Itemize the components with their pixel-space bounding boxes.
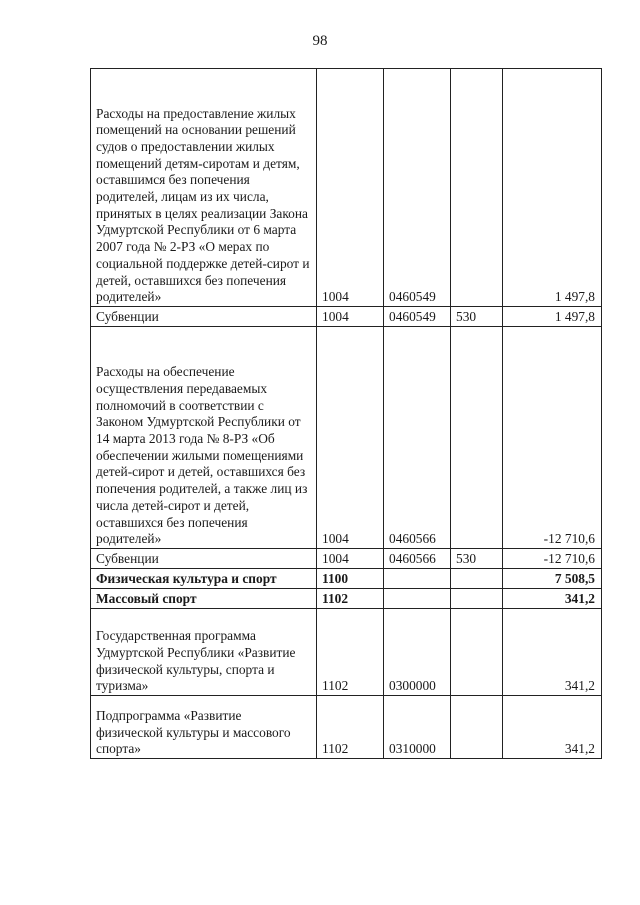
row-name: Расходы на предоставление жилых помещений на основании решений судов о предоставлении жилых помещений детям-сиротам и детям, оставшимся без попечения родителей, лицам из их числа, принятых в целях реализации Закона Удмуртской Республики от 6 марта 2007 года № 2-РЗ «О мерах по социальной поддержке детей-сирот и детей, оставшихся без попечения родителей» bbox=[91, 69, 317, 307]
row-amount: -12 710,6 bbox=[503, 327, 602, 549]
row-target: 0460566 bbox=[384, 549, 451, 569]
table-row bbox=[91, 307, 602, 327]
row-name: Субвенции bbox=[91, 307, 317, 327]
row-amount: -12 710,6 bbox=[503, 549, 602, 569]
row-type: 530 bbox=[451, 549, 503, 569]
row-type bbox=[451, 69, 503, 307]
table-row bbox=[91, 69, 602, 307]
row-name: Физическая культура и спорт bbox=[91, 569, 317, 589]
row-name: Подпрограмма «Развитие физической культуры и массового спорта» bbox=[91, 696, 317, 759]
row-target: 0460549 bbox=[384, 69, 451, 307]
row-amount: 7 508,5 bbox=[503, 569, 602, 589]
row-type: 530 bbox=[451, 307, 503, 327]
row-section: 1004 bbox=[317, 327, 384, 549]
row-name: Государственная программа Удмуртской Республики «Развитие физической культуры, спорта и туризма» bbox=[91, 609, 317, 696]
row-section: 1100 bbox=[317, 569, 384, 589]
row-name: Расходы на обеспечение осуществления передаваемых полномочий в соответствии с Законом Удмуртской Республики от 14 марта 2013 года № 8-РЗ «Об обеспечении жилыми помещениями детей-сирот и детей, оставшихся без попечения родителей, а также лиц из числа детей-сирот и детей, оставшихся без попечения родителей» bbox=[91, 327, 317, 549]
row-name: Массовый спорт bbox=[91, 589, 317, 609]
row-type bbox=[451, 327, 503, 549]
row-type bbox=[451, 696, 503, 759]
row-target: 0460549 bbox=[384, 307, 451, 327]
table-row bbox=[91, 696, 602, 759]
table-row bbox=[91, 589, 602, 609]
row-section: 1102 bbox=[317, 589, 384, 609]
row-section: 1004 bbox=[317, 69, 384, 307]
row-section: 1004 bbox=[317, 549, 384, 569]
page-number: 98 bbox=[312, 33, 328, 49]
row-section: 1102 bbox=[317, 609, 384, 696]
row-target bbox=[384, 569, 451, 589]
row-type bbox=[451, 589, 503, 609]
budget-table bbox=[90, 68, 602, 759]
table-row bbox=[91, 549, 602, 569]
row-target: 0310000 bbox=[384, 696, 451, 759]
row-target bbox=[384, 589, 451, 609]
table-row bbox=[91, 327, 602, 549]
row-name: Субвенции bbox=[91, 549, 317, 569]
row-amount: 341,2 bbox=[503, 696, 602, 759]
row-type bbox=[451, 609, 503, 696]
row-type bbox=[451, 569, 503, 589]
row-amount: 1 497,8 bbox=[503, 69, 602, 307]
row-target: 0460566 bbox=[384, 327, 451, 549]
table-row bbox=[91, 569, 602, 589]
row-section: 1102 bbox=[317, 696, 384, 759]
row-amount: 341,2 bbox=[503, 609, 602, 696]
row-target: 0300000 bbox=[384, 609, 451, 696]
table-row bbox=[91, 609, 602, 696]
row-amount: 1 497,8 bbox=[503, 307, 602, 327]
row-amount: 341,2 bbox=[503, 589, 602, 609]
row-section: 1004 bbox=[317, 307, 384, 327]
